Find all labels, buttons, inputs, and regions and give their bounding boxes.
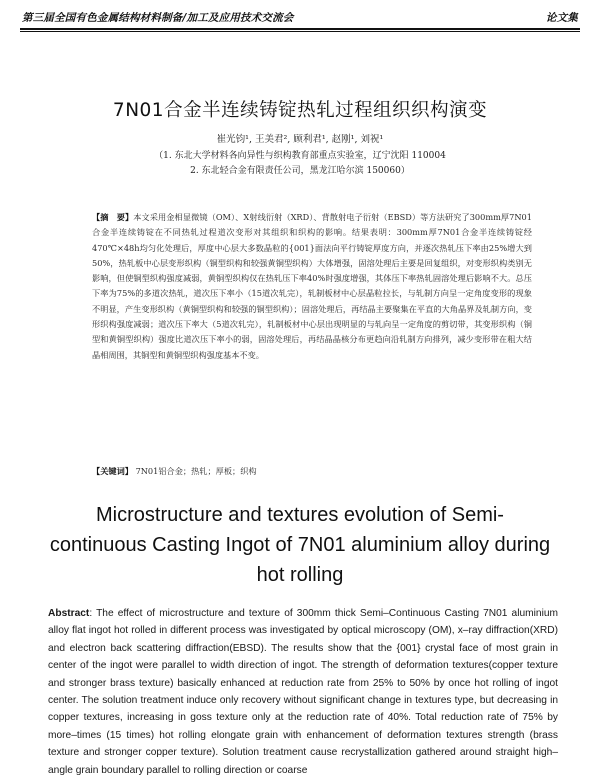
chinese-keywords-text: 7N01铝合金；热轧；厚板；织构 [135, 466, 257, 476]
chinese-title: 7N01合金半连续铸锭热轧过程组织织构演变 [112, 100, 488, 121]
conference-name: 第三届全国有色金属结构材料制备/加工及应用技术交流会 [22, 12, 294, 24]
chinese-authors: 崔光钧¹, 王美君², 顾利君¹, 赵刚¹, 刘祝¹ [216, 134, 384, 145]
chinese-keywords-label: 【关键词】 [92, 466, 133, 476]
header-rule-thin [20, 31, 580, 32]
english-title-line-1: Microstructure and textures evolution of Semi- [96, 504, 504, 526]
chinese-abstract-text: 本文采用金相显微镜（OM）、X射线衍射（XRD）、背散射电子衍射（EBSD）等方法研究了300mm厚7N01合金半连续铸锭在不同热轧过程道次变形对其组织和织构的影响。结果表明：300mm厚7N01合金半连续铸锭经470℃×48h均匀化处理后，厚度中心层大多数晶粒的{001}面法向平行铸锭厚度方向，并逐次热轧压下率由25%增大到50%，热轧板中心层变形织构（铜型织构和较强黄铜型织构）大体增强，固溶处理后主要是回复组织，对变形织构类别无影响，但使铜型织构强度减弱，黄铜型织构仅在热轧压下率40%时强度增强，其体压下率热轧固溶处理后影响不大。总压下率为75%的多道次热轧，道次压下率小（15道次轧完），轧制板材中心层晶粒拉长，与轧制方向呈一定角度变形的现象不明显，产生变形织构（黄铜型织构和较强的铜型织构）；固溶处理后，再结晶主要聚集在平直的大角晶界及轧制方向，变形织构强度减弱；道次压下率大（5道次轧完），轧制板材中心层出现明显的与轧向呈一定角度的剪切带，其变形织构（铜型和黄铜型织构）强度比道次压下率小的弱，固溶处理后，再结晶晶核分布更趋向沿轧制方向排列，减少变形带在粗大结晶相周围，其铜型和黄铜型织构强度基本不变。 [92, 212, 532, 360]
english-title-line-3: hot rolling [256, 564, 344, 586]
chinese-abstract [92, 210, 532, 363]
english-title-line-2: continuous Casting Ingot of 7N01 aluminium alloy during [49, 534, 551, 556]
chinese-affiliation-1: （1. 东北大学材料各向异性与织构教育部重点实验室，辽宁沈阳 110004 [154, 151, 446, 161]
chinese-affiliation-2: 2. 东北轻合金有限责任公司，黑龙江哈尔滨 150060） [190, 166, 410, 176]
chinese-keywords [92, 466, 532, 477]
header-rule-thick [20, 28, 580, 30]
section-name: 论文集 [545, 12, 578, 24]
english-abstract-text: : The effect of microstructure and texture of 300mm thick Semi–Continuous Casting 7N01 aluminium alloy flat ingot hot rolled in different process was investigated by optical microscopy (OM), x–ray diffraction(XRD) and electron back scattering diffraction(EBSD). The results show that the {001} crystal face of most grain in center of the ingot were parallel to width direction of ingot. The strength of deformation textures(copper texture and stronger brass texture) basically enhanced at reduction rate from 25% to 50% by once hot rolling of ingot center. The solution treatment induce only recovery without significant change in textures type, but decreasing in copper textures, increasing in goss texture only at the reduction rate of 40%. Total reduction rate of 75% by more–times (15 times) hot rolling elongate grain with enhancement of deformation textures strength (brass texture and stronger copper texture). Solution treatment cause recrystallization gathered around straight high–angle grain boundary parallel to rolling direction or coarse [48, 608, 558, 776]
english-abstract [48, 605, 558, 779]
running-header [22, 10, 578, 25]
english-abstract-label: Abstract [48, 608, 90, 619]
chinese-abstract-label: 【摘 要】 [92, 212, 134, 222]
english-title [40, 500, 560, 590]
